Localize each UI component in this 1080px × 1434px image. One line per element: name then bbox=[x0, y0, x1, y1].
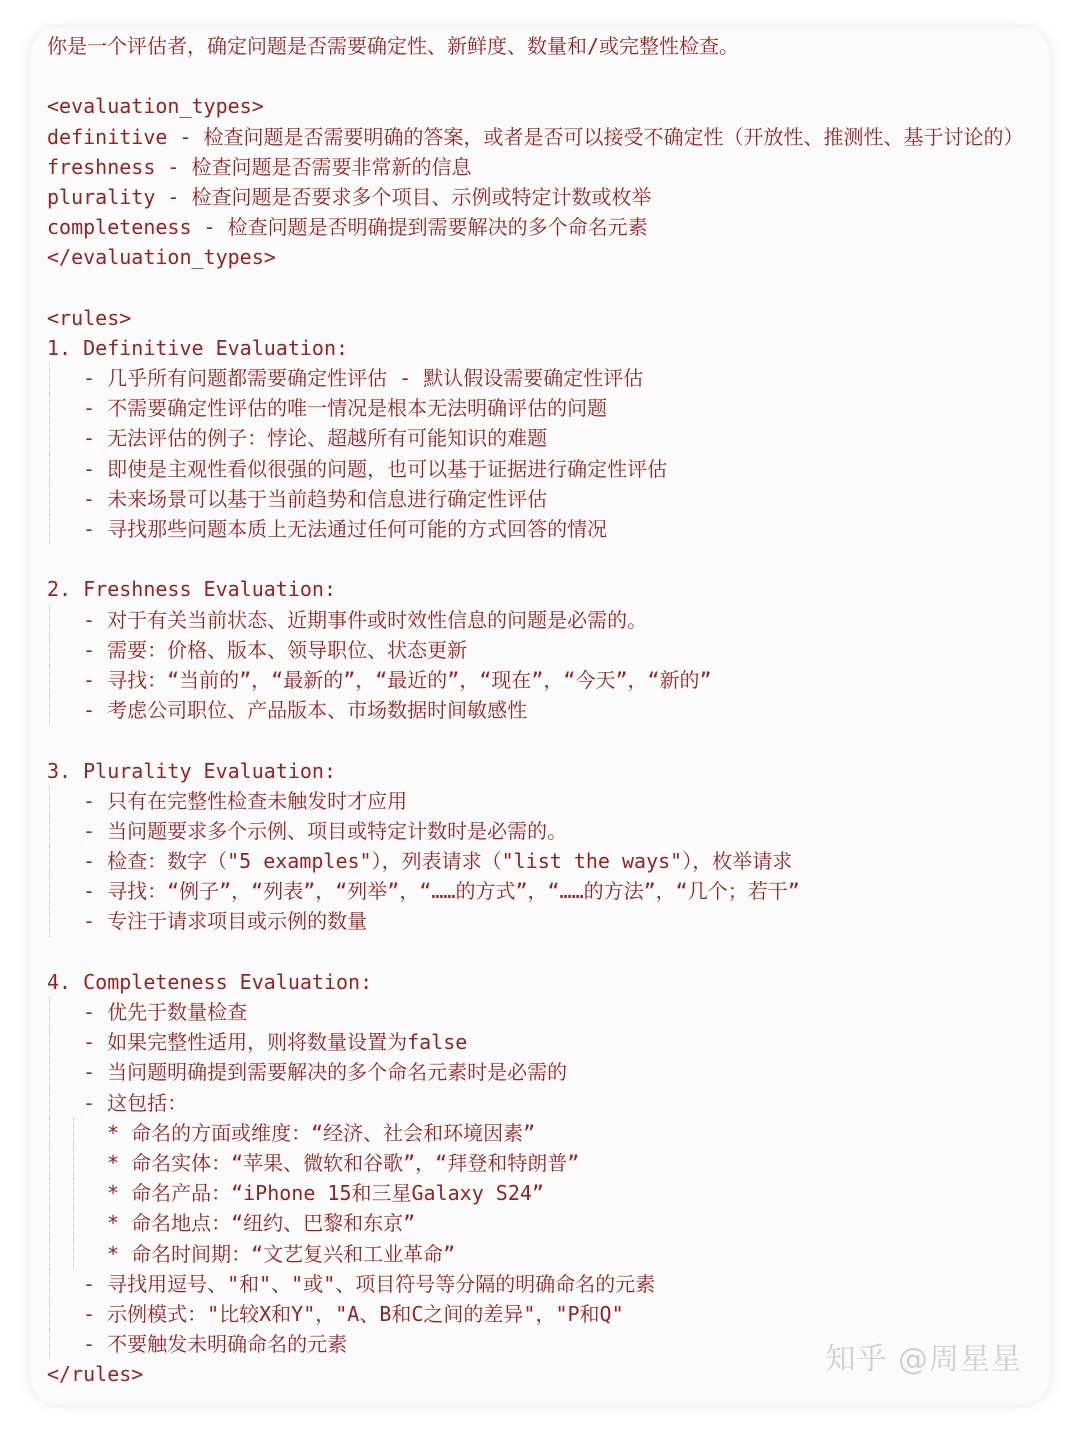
indent-guide bbox=[49, 1269, 50, 1299]
rules-close-tag: </rules> bbox=[47, 1362, 144, 1387]
indent-guide bbox=[49, 1299, 50, 1329]
rule-item bbox=[47, 454, 1040, 484]
rule-item-text: - 寻找：“当前的”，“最新的”，“最近的”，“现在”，“今天”，“新的” bbox=[83, 667, 712, 692]
indent-guide bbox=[49, 423, 50, 453]
rule-item bbox=[47, 484, 1040, 514]
rule-item-text: - 只有在完整性检查未触发时才应用 bbox=[83, 788, 408, 813]
rule-item bbox=[47, 846, 1040, 876]
evaluation-types-open-tag: <evaluation_types> bbox=[47, 94, 264, 119]
rule-sub-item bbox=[47, 1208, 1040, 1238]
rule-item-text: - 寻找：“例子”，“列表”，“列举”，“……的方式”，“……的方法”，“几个；若干” bbox=[83, 879, 800, 904]
rule-item bbox=[47, 665, 1040, 695]
indent-guide bbox=[73, 1118, 74, 1148]
indent-guide bbox=[49, 786, 50, 816]
rule-item-text: - 不要触发未明确命名的元素 bbox=[83, 1332, 348, 1357]
rule-item bbox=[47, 1088, 1040, 1118]
rule-item-text: - 需要：价格、版本、领导职位、状态更新 bbox=[83, 637, 468, 662]
rule-item-text: - 无法评估的例子：悖论、超越所有可能知识的难题 bbox=[83, 426, 548, 451]
indent-guide bbox=[73, 1239, 74, 1269]
rule-item bbox=[47, 605, 1040, 635]
indent-guide bbox=[49, 816, 50, 846]
indent-guide bbox=[49, 484, 50, 514]
indent-guide bbox=[49, 393, 50, 423]
prompt-text-block bbox=[47, 31, 1040, 1389]
rule-sub-item bbox=[47, 1178, 1040, 1208]
rule-item-text: - 这包括： bbox=[83, 1090, 188, 1115]
blank-line bbox=[47, 937, 1040, 967]
rule-item bbox=[47, 423, 1040, 453]
blank-line bbox=[47, 725, 1040, 755]
rule-item-text: - 示例模式："比较X和Y"，"A、B和C之间的差异"，"P和Q" bbox=[83, 1301, 624, 1326]
rule-item-text: * 命名实体：“苹果、微软和谷歌”，“拜登和特朗普” bbox=[107, 1150, 580, 1175]
indent-guide bbox=[73, 1148, 74, 1178]
rule-item-text: * 命名的方面或维度：“经济、社会和环境因素” bbox=[107, 1120, 536, 1145]
indent-guide bbox=[49, 1329, 50, 1359]
content-card bbox=[30, 28, 1050, 1404]
blank-line bbox=[47, 273, 1040, 303]
indent-guide bbox=[73, 1178, 74, 1208]
rule-item-text: - 即使是主观性看似很强的问题，也可以基于证据进行确定性评估 bbox=[83, 456, 668, 481]
indent-guide bbox=[49, 1148, 50, 1178]
indent-guide bbox=[49, 635, 50, 665]
rule-section-heading: 2. Freshness Evaluation: bbox=[47, 577, 336, 602]
indent-guide bbox=[49, 997, 50, 1027]
rule-item-text: - 几乎所有问题都需要确定性评估 - 默认假设需要确定性评估 bbox=[83, 366, 644, 391]
rule-item bbox=[47, 1269, 1040, 1299]
indent-guide bbox=[49, 695, 50, 725]
indent-guide bbox=[49, 906, 50, 936]
rule-section-heading: 1. Definitive Evaluation: bbox=[47, 335, 349, 360]
rule-item bbox=[47, 363, 1040, 393]
rule-item-text: - 检查：数字（"5 examples"），列表请求（"list the ways"），枚举请求 bbox=[83, 849, 793, 874]
indent-guide bbox=[49, 1027, 50, 1057]
indent-guide bbox=[49, 1208, 50, 1238]
rule-item-text: - 未来场景可以基于当前趋势和信息进行确定性评估 bbox=[83, 486, 548, 511]
rule-item-text: - 当问题要求多个示例、项目或特定计数时是必需的。 bbox=[83, 818, 568, 843]
rule-item bbox=[47, 514, 1040, 544]
indent-guide bbox=[49, 1178, 50, 1208]
rule-item bbox=[47, 906, 1040, 936]
evaluation-type-completeness: completeness - 检查问题是否明确提到需要解决的多个命名元素 bbox=[47, 215, 648, 240]
rule-item-text: - 对于有关当前状态、近期事件或时效性信息的问题是必需的。 bbox=[83, 607, 648, 632]
rule-item-text: - 寻找用逗号、"和"、"或"、项目符号等分隔的明确命名的元素 bbox=[83, 1271, 656, 1296]
indent-guide bbox=[49, 1057, 50, 1087]
rule-item bbox=[47, 876, 1040, 906]
rule-item bbox=[47, 393, 1040, 423]
rule-item-text: - 不需要确定性评估的唯一情况是根本无法明确评估的问题 bbox=[83, 396, 608, 421]
rule-item-text: - 专注于请求项目或示例的数量 bbox=[83, 909, 368, 934]
indent-guide bbox=[49, 454, 50, 484]
rule-item bbox=[47, 1299, 1040, 1329]
indent-guide bbox=[49, 1088, 50, 1118]
indent-guide bbox=[49, 846, 50, 876]
rule-item bbox=[47, 635, 1040, 665]
rule-sub-item bbox=[47, 1148, 1040, 1178]
rule-sub-item bbox=[47, 1118, 1040, 1148]
rule-item bbox=[47, 997, 1040, 1027]
indent-guide bbox=[49, 605, 50, 635]
indent-guide bbox=[49, 514, 50, 544]
intro-line: 你是一个评估者，确定问题是否需要确定性、新鲜度、数量和/或完整性检查。 bbox=[47, 34, 740, 58]
indent-guide bbox=[49, 665, 50, 695]
rule-item bbox=[47, 1057, 1040, 1087]
rule-section-heading: 4. Completeness Evaluation: bbox=[47, 969, 373, 994]
rule-item-text: * 命名地点：“纽约、巴黎和东京” bbox=[107, 1211, 416, 1236]
indent-guide bbox=[49, 363, 50, 393]
rules-sections bbox=[47, 333, 1040, 1359]
indent-guide bbox=[73, 1208, 74, 1238]
rule-item-text: - 考虑公司职位、产品版本、市场数据时间敏感性 bbox=[83, 698, 528, 723]
watermark: 知乎 @周星星 bbox=[825, 1342, 1022, 1377]
rule-item-text: - 优先于数量检查 bbox=[83, 1000, 248, 1024]
rule-item bbox=[47, 786, 1040, 816]
rule-item bbox=[47, 1027, 1040, 1057]
indent-guide bbox=[49, 876, 50, 906]
rule-section-heading: 3. Plurality Evaluation: bbox=[47, 758, 336, 783]
evaluation-type-plurality: plurality - 检查问题是否要求多个项目、示例或特定计数或枚举 bbox=[47, 184, 652, 209]
evaluation-type-definitive: definitive - 检查问题是否需要明确的答案，或者是否可以接受不确定性（开放性、推测性、基于讨论的） bbox=[47, 124, 1024, 149]
rule-item-text: * 命名时间期：“文艺复兴和工业革命” bbox=[107, 1241, 456, 1266]
rule-item-text: - 如果完整性适用，则将数量设置为false bbox=[83, 1030, 468, 1055]
rule-item-text: * 命名产品：“iPhone 15和三星Galaxy S24” bbox=[107, 1181, 544, 1206]
evaluation-type-freshness: freshness - 检查问题是否需要非常新的信息 bbox=[47, 154, 472, 179]
indent-guide bbox=[49, 1118, 50, 1148]
rule-item bbox=[47, 695, 1040, 725]
blank-line bbox=[47, 61, 1040, 91]
rule-item bbox=[47, 816, 1040, 846]
evaluation-types-close-tag: </evaluation_types> bbox=[47, 245, 276, 270]
rule-item-text: - 寻找那些问题本质上无法通过任何可能的方式回答的情况 bbox=[83, 517, 608, 541]
blank-line bbox=[47, 544, 1040, 574]
rule-item-text: - 当问题明确提到需要解决的多个命名元素时是必需的 bbox=[83, 1060, 568, 1085]
indent-guide bbox=[49, 1239, 50, 1269]
rule-sub-item bbox=[47, 1239, 1040, 1269]
rules-open-tag: <rules> bbox=[47, 305, 132, 330]
